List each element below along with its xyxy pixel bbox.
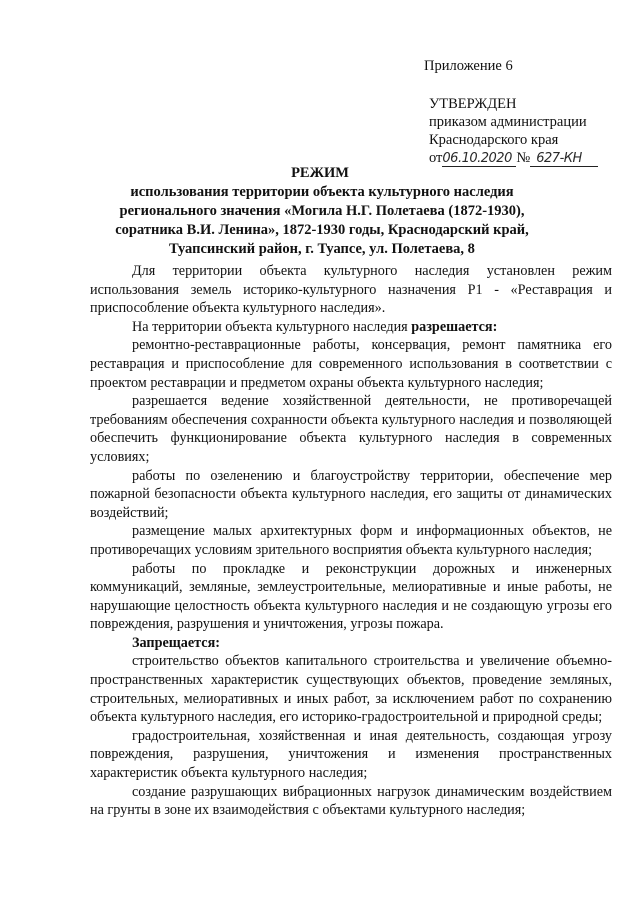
allowed-prefix: На территории объекта культурного наследия: [132, 318, 412, 335]
approved-title: УТВЕРЖДЕН: [429, 96, 517, 112]
forbidden-item: градостроительная, хозяйственная и иная деятельность, создающая угрозу повреждения, разрушения, уничтожения и изменения пространственных характеристик объекта культурного наследия;: [90, 727, 612, 782]
appendix-label: Приложение 6: [424, 58, 513, 74]
document-body: [90, 262, 612, 820]
order-number-label: №: [516, 150, 531, 166]
allowed-label: разрешается:: [411, 318, 498, 335]
allowed-item: работы по озеленению и благоустройству территории, обеспечение мер пожарной безопасности объекта культурного наследия, его защиты от динамических воздействий;: [90, 467, 612, 521]
allowed-item: разрешается ведение хозяйственной деятельности, не противоречащей требованиям обеспечения сохранности объекта культурного наследия и позволяющей обеспечить функционирование объекта культурного наследия в современных условиях;: [90, 393, 612, 465]
allowed-item: ремонтно-реставрационные работы, консервация, ремонт памятника его реставрация и приспособление для современного использования в соответствии с проектом реставрации и предметом охраны объекта культурного наследия;: [90, 337, 612, 391]
order-date-handwritten: 06.10.2020: [442, 152, 516, 167]
approved-line-2: Краснодарского края: [429, 132, 559, 148]
forbidden-heading: [90, 634, 612, 653]
allowed-item: размещение малых архитектурных форм и информационных объектов, не противоречащих условиям зрительного восприятия объекта культурного наследия;: [90, 523, 612, 558]
intro-paragraph: Для территории объекта культурного наследия установлен режим использования земель историко-культурного назначения Р1 - «Реставрация и приспособление объекта культурного наследия».: [90, 263, 612, 317]
forbidden-label: Запрещается:: [132, 634, 220, 651]
forbidden-item: строительство объектов капитального строительства и увеличение объемно-пространственных характеристик существующих объектов, проведение земляных, строительных, мелиоративных и иных работ, за исключением работ по сохранению объекта культурного наследия, его историко-градостроительной и природной среды;: [90, 653, 612, 726]
order-number-handwritten: 627-КН: [530, 152, 598, 167]
approved-line-1: приказом администрации: [429, 114, 587, 130]
document-subtitle: использования территории объекта культурного наследия регионального значения «Могила Н.Г. Полетаева (1872-1930), соратника В.И. Ленина», 1872-1930 годы, Краснодарский край, Туапсинский район, г. Туапсе, ул. Полетаева, 8: [115, 184, 529, 257]
document-title: РЕЖИМ: [291, 165, 349, 181]
allowed-item: работы по прокладке и реконструкции дорожных и инженерных коммуникаций, земляные, землеустроительные, мелиоративные и иные работы, не нарушающие целостность объекта культурного наследия и не создающую угрозы его повреждения, разрушения и уничтожения, угрозы пожара.: [90, 560, 612, 633]
order-prefix: от: [429, 150, 443, 166]
approval-block: [429, 95, 598, 167]
allowed-heading: [90, 318, 612, 337]
forbidden-item: создание разрушающих вибрационных нагрузок динамическим воздействием на грунты в зоне их взаимодействия с объектами культурного наследия;: [90, 783, 612, 819]
